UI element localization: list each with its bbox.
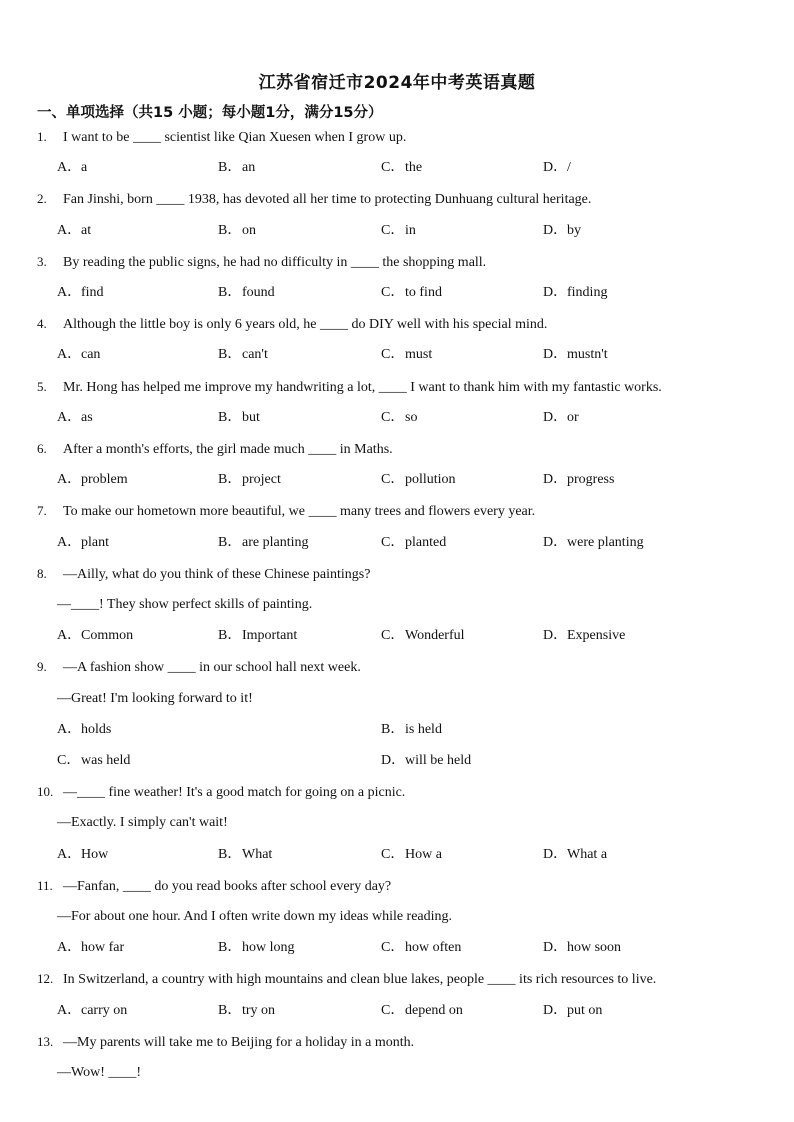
question-line (37, 565, 370, 584)
option-letter: B． (218, 628, 242, 644)
question-text: —Exactly. I simply can't wait! (57, 815, 228, 831)
answer-option[interactable] (543, 627, 625, 645)
option-letter: C． (381, 472, 405, 488)
question-line (37, 658, 361, 677)
answer-option[interactable] (57, 752, 130, 770)
answer-option[interactable] (381, 939, 461, 957)
answer-option[interactable] (381, 346, 432, 364)
option-letter: A． (57, 409, 82, 425)
option-letter: C． (381, 409, 405, 425)
option-letter: A． (57, 160, 82, 176)
section-heading: 一、单项选择（共15 小题；每小题1分，满分15分） (37, 105, 383, 121)
question-number: 8. (37, 565, 47, 581)
answer-option[interactable] (381, 752, 471, 770)
question-line (57, 1064, 141, 1082)
answer-option[interactable] (381, 409, 417, 427)
question-line (37, 783, 405, 802)
question-number: 10. (37, 784, 54, 800)
option-letter: B． (218, 1002, 242, 1018)
answer-option[interactable] (218, 534, 308, 552)
option-letter: D． (543, 285, 568, 300)
question-text: In Switzerland, a country with high mountains and clean blue lakes, people ____ its rich resources to live. (63, 972, 657, 988)
answer-option[interactable] (543, 409, 579, 427)
option-letter: B． (218, 160, 242, 176)
option-text: as (81, 409, 93, 425)
question-number: 13. (37, 1033, 54, 1049)
question-line (57, 596, 312, 614)
answer-option[interactable] (218, 1002, 275, 1020)
option-text: the (405, 160, 423, 176)
answer-option[interactable] (543, 346, 608, 364)
answer-option[interactable] (57, 471, 128, 489)
option-text: or (567, 409, 579, 425)
question-line (57, 814, 228, 832)
option-text: must (405, 347, 433, 363)
option-text: What (242, 846, 273, 862)
question-line (37, 253, 486, 272)
option-text: how long (242, 940, 295, 956)
question-text: After a month's efforts, the girl made much ____ in Maths. (63, 442, 393, 457)
option-text: finding (567, 285, 608, 300)
option-letter: A． (57, 534, 82, 550)
option-text: / (567, 160, 571, 176)
option-letter: D． (381, 753, 406, 768)
option-text: problem (81, 472, 128, 488)
question-text: —Ailly, what do you think of these Chinese paintings? (63, 566, 371, 582)
option-text: try on (242, 1002, 276, 1018)
question-text: —For about one hour. And I often write down my ideas while reading. (57, 909, 453, 924)
option-text: depend on (405, 1002, 463, 1018)
answer-option[interactable] (57, 627, 133, 645)
answer-option[interactable] (543, 159, 571, 177)
question-number: 3. (37, 253, 47, 269)
answer-option[interactable] (381, 159, 422, 177)
question-number: 2. (37, 191, 47, 207)
question-line (37, 190, 591, 209)
option-letter: A． (57, 846, 82, 862)
option-text: Wonderful (405, 628, 465, 644)
option-text: plant (81, 534, 109, 550)
option-text: by (567, 222, 581, 238)
answer-option[interactable] (543, 471, 614, 489)
option-text: progress (567, 472, 615, 488)
option-text: Expensive (567, 628, 626, 644)
option-letter: D． (543, 534, 568, 550)
option-letter: C． (57, 753, 81, 768)
answer-option[interactable] (543, 222, 581, 240)
option-letter: D． (543, 1002, 568, 1018)
answer-option[interactable] (57, 284, 104, 302)
option-letter: D． (543, 472, 568, 488)
question-number: 4. (37, 316, 47, 332)
option-text: Important (242, 628, 298, 644)
answer-option[interactable] (381, 627, 465, 645)
question-number: 12. (37, 971, 54, 987)
answer-option[interactable] (218, 409, 260, 427)
question-line (37, 502, 535, 521)
answer-option[interactable] (381, 222, 416, 240)
option-text: an (242, 160, 256, 176)
question-line (37, 877, 391, 896)
answer-option[interactable] (57, 409, 93, 427)
option-letter: D． (543, 409, 568, 425)
question-text: I want to be ____ scientist like Qian Xuesen when I grow up. (63, 130, 407, 145)
option-letter: B． (218, 347, 242, 363)
answer-option[interactable] (57, 1002, 127, 1020)
question-line (57, 908, 452, 926)
option-text: will be held (405, 753, 472, 768)
option-letter: D． (543, 222, 568, 238)
option-text: at (81, 222, 92, 238)
option-text: can (81, 347, 101, 363)
option-text: find (81, 285, 104, 300)
question-number: 7. (37, 503, 47, 519)
option-letter: D． (543, 940, 568, 956)
option-text: are planting (242, 534, 309, 550)
option-letter: B． (218, 534, 242, 550)
answer-option[interactable] (57, 222, 91, 240)
option-letter: C． (381, 347, 405, 363)
answer-option[interactable] (543, 939, 621, 957)
option-letter: A． (57, 222, 82, 238)
option-text: how often (405, 940, 462, 956)
question-text: —Great! I'm looking forward to it! (57, 690, 253, 706)
question-text: —Wow! ____! (57, 1065, 142, 1080)
question-line (37, 378, 662, 397)
option-letter: B． (218, 846, 242, 862)
answer-option[interactable] (57, 721, 111, 739)
option-letter: D． (543, 846, 568, 862)
option-text: were planting (567, 534, 644, 550)
answer-option[interactable] (57, 846, 108, 864)
option-text: a (81, 160, 88, 176)
option-letter: A． (57, 940, 82, 956)
question-text: —Fanfan, ____ do you read books after school every day? (63, 878, 392, 894)
option-letter: B． (218, 409, 242, 425)
answer-option[interactable] (543, 284, 607, 302)
option-text: planted (405, 534, 447, 550)
question-number: 1. (37, 129, 47, 144)
question-text: —____! They show perfect skills of painting. (57, 597, 313, 612)
option-text: was held (81, 753, 131, 768)
option-letter: A． (57, 285, 82, 300)
answer-option[interactable] (57, 939, 124, 957)
option-letter: D． (543, 347, 568, 363)
question-text: Mr. Hong has helped me improve my handwriting a lot, ____ I want to thank him with my fantastic works. (63, 379, 662, 395)
answer-option[interactable] (57, 534, 109, 552)
answer-option[interactable] (381, 721, 442, 739)
option-text: in (405, 222, 416, 238)
answer-option[interactable] (218, 222, 256, 240)
option-letter: A． (57, 628, 82, 644)
option-letter: B． (218, 472, 242, 488)
option-text: how soon (567, 940, 622, 956)
option-text: to find (405, 285, 442, 300)
option-text: can't (242, 347, 268, 363)
answer-option[interactable] (57, 159, 87, 177)
question-line (37, 1033, 414, 1052)
option-text: so (405, 409, 418, 425)
option-text: project (242, 472, 281, 488)
option-letter: B． (218, 222, 242, 238)
option-text: Common (81, 628, 134, 644)
question-text: —A fashion show ____ in our school hall next week. (63, 660, 361, 676)
question-number: 9. (37, 659, 47, 675)
question-line (57, 690, 253, 708)
option-letter: C． (381, 222, 405, 238)
answer-option[interactable] (381, 534, 446, 552)
option-letter: C． (381, 1002, 405, 1018)
option-text: holds (81, 721, 112, 737)
option-letter: B． (218, 285, 242, 300)
answer-option[interactable] (543, 846, 607, 864)
option-letter: C． (381, 285, 405, 300)
question-text: —My parents will take me to Beijing for a holiday in a month. (63, 1034, 415, 1050)
option-text: carry on (81, 1002, 128, 1018)
option-letter: A． (57, 1002, 82, 1018)
option-letter: C． (381, 940, 405, 956)
answer-option[interactable] (381, 846, 442, 864)
question-number: 11. (37, 877, 53, 893)
option-letter: D． (543, 628, 568, 644)
answer-option[interactable] (543, 534, 644, 552)
question-text: Although the little boy is only 6 years old, he ____ do DIY well with his special mind. (63, 317, 548, 333)
question-line (37, 970, 656, 989)
option-text: mustn't (567, 347, 608, 363)
option-letter: A． (57, 347, 82, 363)
option-text: how far (81, 940, 125, 956)
question-text: To make our hometown more beautiful, we ____ many trees and flowers every year. (63, 504, 536, 520)
option-letter: C． (381, 160, 405, 176)
answer-option[interactable] (543, 1002, 602, 1020)
option-text: is held (405, 721, 442, 737)
option-letter: A． (57, 472, 82, 488)
option-text: found (242, 285, 275, 300)
option-letter: D． (543, 160, 568, 176)
answer-option[interactable] (381, 284, 442, 302)
option-letter: A． (57, 721, 82, 737)
question-text: Fan Jinshi, born ____ 1938, has devoted all her time to protecting Dunhuang cultural heritage. (63, 192, 592, 208)
question-number: 6. (37, 441, 47, 456)
question-text: By reading the public signs, he had no difficulty in ____ the shopping mall. (63, 254, 487, 270)
option-text: put on (567, 1002, 603, 1018)
option-text: but (242, 409, 260, 425)
question-number: 5. (37, 378, 47, 394)
question-text: —____ fine weather! It's a good match for going on a picnic. (63, 785, 406, 801)
answer-option[interactable] (218, 846, 272, 864)
answer-option[interactable] (218, 627, 297, 645)
answer-option[interactable] (218, 939, 295, 957)
question-line (37, 440, 393, 459)
option-letter: C． (381, 846, 405, 862)
option-letter: B． (381, 721, 405, 737)
answer-option[interactable] (218, 159, 255, 177)
option-text: pollution (405, 472, 456, 488)
option-letter: B． (218, 940, 242, 956)
answer-option[interactable] (381, 471, 456, 489)
answer-option[interactable] (218, 284, 275, 302)
option-text: How (81, 846, 109, 862)
answer-option[interactable] (381, 1002, 463, 1020)
answer-option[interactable] (57, 346, 100, 364)
option-text: What a (567, 846, 608, 862)
option-letter: C． (381, 534, 405, 550)
option-letter: C． (381, 628, 405, 644)
answer-option[interactable] (218, 346, 268, 364)
question-line (37, 128, 406, 147)
page-title: 江苏省宿迁市2024年中考英语真题 (258, 73, 536, 93)
question-line (37, 315, 547, 334)
option-text: on (242, 222, 256, 238)
option-text: How a (405, 846, 442, 862)
answer-option[interactable] (218, 471, 281, 489)
